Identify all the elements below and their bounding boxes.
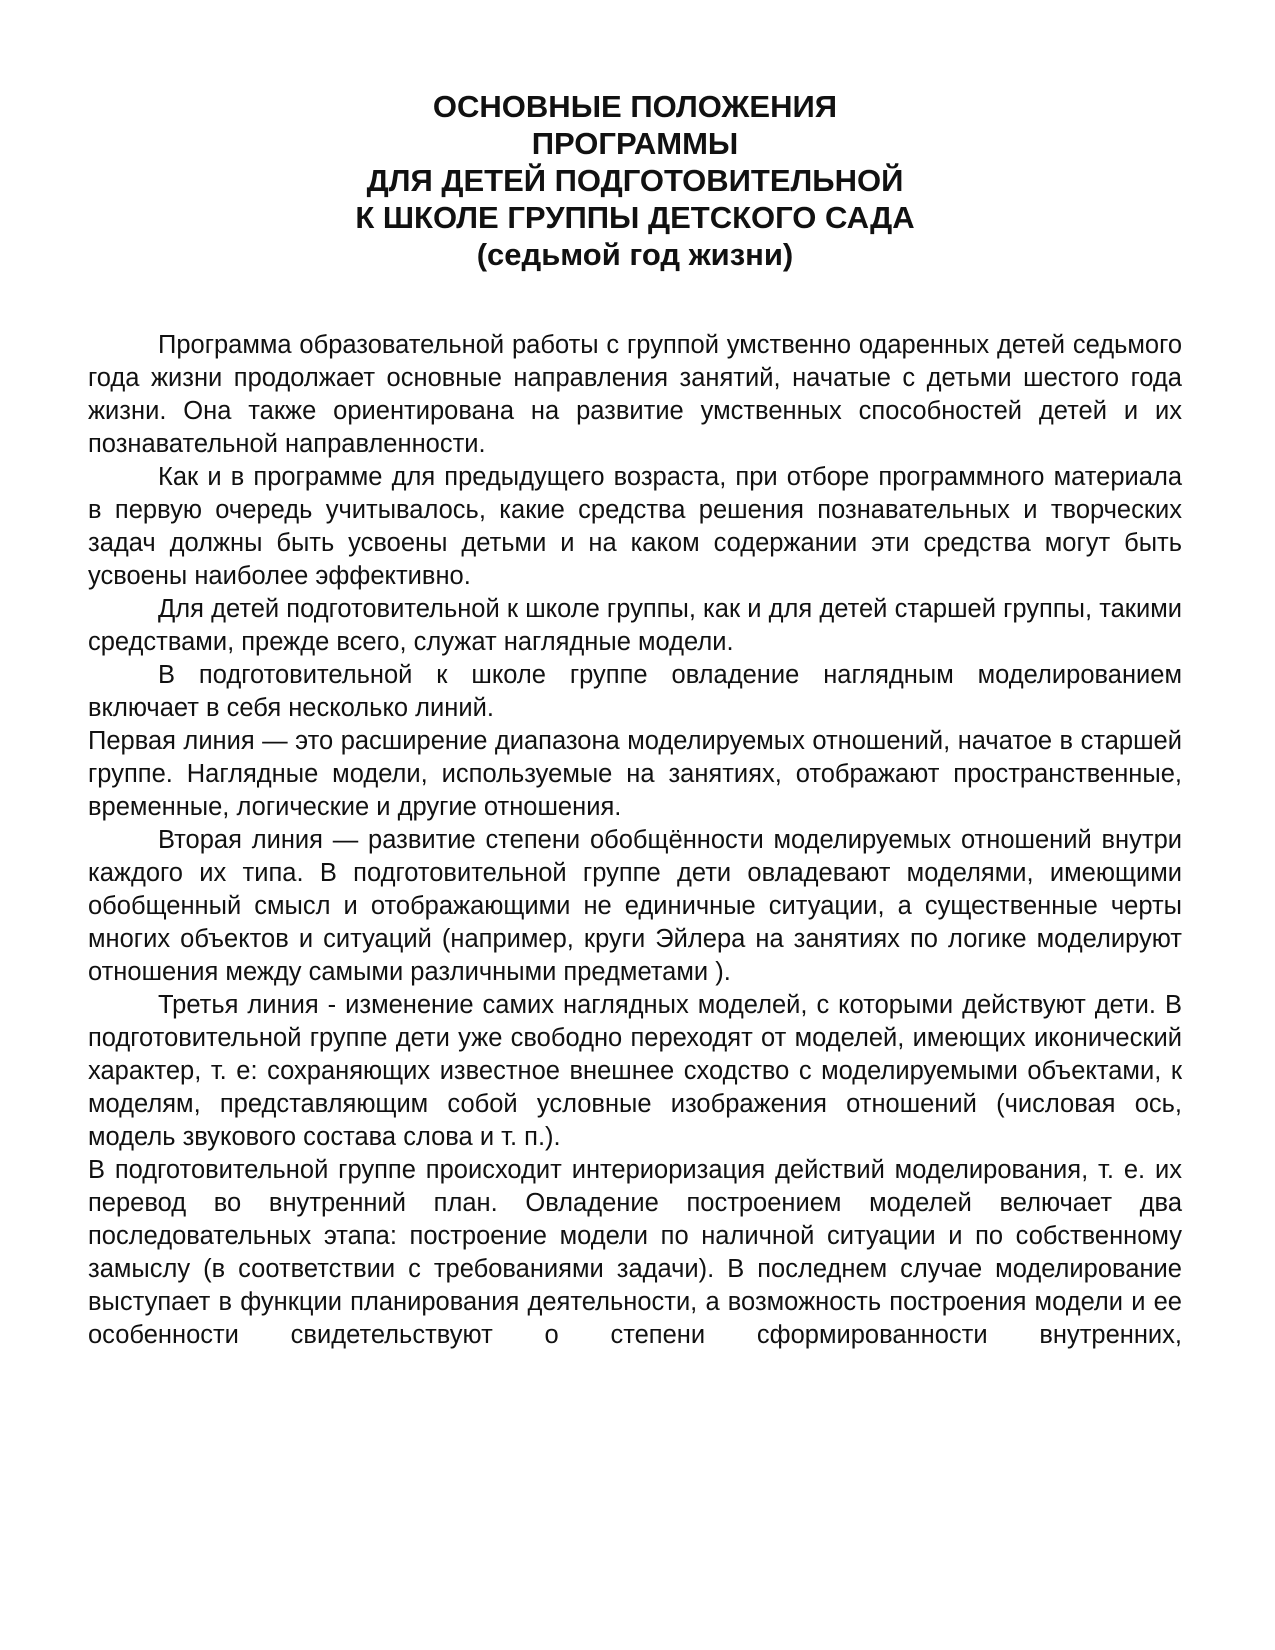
document-page — [88, 88, 1182, 1352]
paragraph: Как и в программе для предыдущего возраста, при отборе программного материала в первую очередь учитывалось, какие средства решения познавательных и творческих задач должны быть усвоены детьми и на каком содержании эти средства могут быть усвоены наиболее эффективно. — [88, 463, 1182, 590]
title-line: К ШКОЛЕ ГРУППЫ ДЕТСКОГО САДА — [355, 200, 915, 235]
paragraph: Программа образовательной работы с группой умственно одаренных детей седьмого года жизни продолжает основные направления занятий, начатые с детьми шестого года жизни. Она также ориентирована на развитие умственных способностей детей и их познавательной направленности. — [88, 331, 1182, 458]
paragraph: Для детей подготовительной к школе группы, как и для детей старшей группы, такими средствами, прежде всего, служат наглядные модели. — [88, 595, 1182, 656]
paragraph: Вторая линия — развитие степени обобщённости моделируемых отношений внутри каждого их типа. В подготовительной группе дети овладевают моделями, имеющими обобщенный смысл и отображающими не единичные ситуации, а существенные черты многих объектов и ситуаций (например, круги Эйлера на занятиях по логике моделируют отношения между самыми различными предметами ). — [88, 826, 1182, 986]
document-title — [88, 88, 1182, 273]
title-subtitle: (седьмой год жизни) — [476, 237, 794, 272]
title-line: ПРОГРАММЫ — [531, 126, 739, 161]
paragraph: В подготовительной к школе группе овладение наглядным моделированием включает в себя несколько линий. — [88, 661, 1182, 722]
title-line: ДЛЯ ДЕТЕЙ ПОДГОТОВИТЕЛЬНОЙ — [366, 163, 904, 198]
title-line: ОСНОВНЫЕ ПОЛОЖЕНИЯ — [432, 89, 838, 124]
paragraph: В подготовительной группе происходит интериоризация действий моделирования, т. е. их перевод во внутренний план. Овладение построением моделей велючает два последовательных этапа: построение модели по наличной ситуации и по собственному замыслу (в соответствии с требованиями задачи). В последнем случае моделирование выступает в функции планирования деятельности, а возможность построения модели и ее особенности свидетельствуют о степени сформированности внутренних, — [88, 1156, 1182, 1349]
paragraph: Третья линия - изменение самих наглядных моделей, с которыми действуют дети. В подготовительной группе дети уже свободно переходят от моделей, имеющих иконический характер, т. е: сохраняющих известное внешнее сходство с моделируемыми объектами, к моделям, представляющим собой условные изображения отношений (числовая ось, модель звукового состава слова и т. п.). — [88, 991, 1182, 1151]
document-body — [88, 329, 1182, 1352]
paragraph: Первая линия — это расширение диапазона моделируемых отношений, начатое в старшей группе. Наглядные модели, используемые на занятиях, отображают пространственные, временные, логические и другие отношения. — [88, 727, 1182, 821]
